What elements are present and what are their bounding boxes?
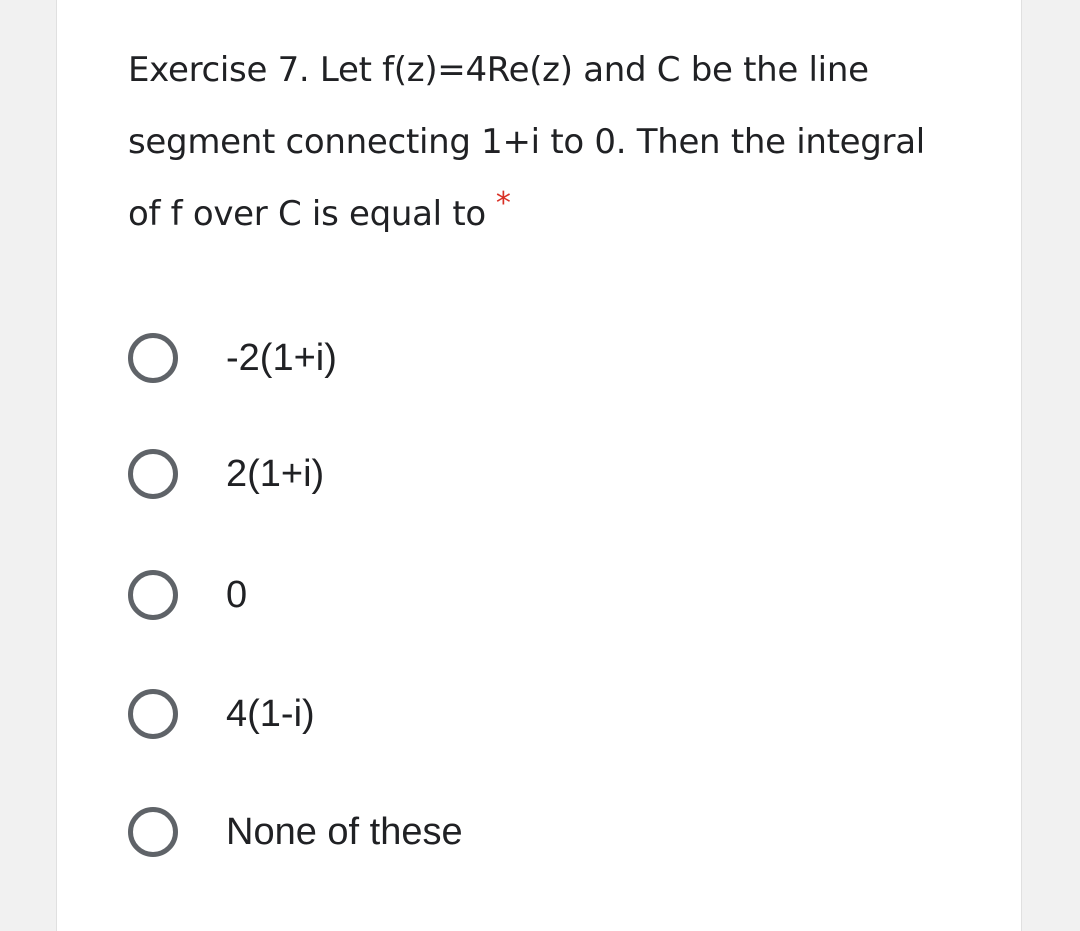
option-minus-2-1-plus-i[interactable] xyxy=(128,328,337,388)
radio-button[interactable] xyxy=(128,807,178,857)
radio-button[interactable] xyxy=(128,570,178,620)
required-asterisk: * xyxy=(495,186,511,221)
option-label: 4(1-i) xyxy=(226,692,315,735)
option-none-of-these[interactable] xyxy=(128,802,463,862)
option-zero[interactable] xyxy=(128,565,247,625)
question-title xyxy=(128,34,948,252)
option-label: 0 xyxy=(226,573,248,616)
radio-button[interactable] xyxy=(128,333,178,383)
radio-button[interactable] xyxy=(128,689,178,739)
option-label: None of these xyxy=(226,810,463,853)
question-text: Exercise 7. Let f(z)=4Re(z) and C be the line segment connecting 1+i to 0. Then the integral of f over C is equal to xyxy=(128,50,925,234)
option-4-1-minus-i[interactable] xyxy=(128,684,315,744)
option-label: 2(1+i) xyxy=(226,452,325,495)
radio-button[interactable] xyxy=(128,449,178,499)
option-2-1-plus-i[interactable] xyxy=(128,444,324,504)
option-label: -2(1+i) xyxy=(226,336,337,379)
